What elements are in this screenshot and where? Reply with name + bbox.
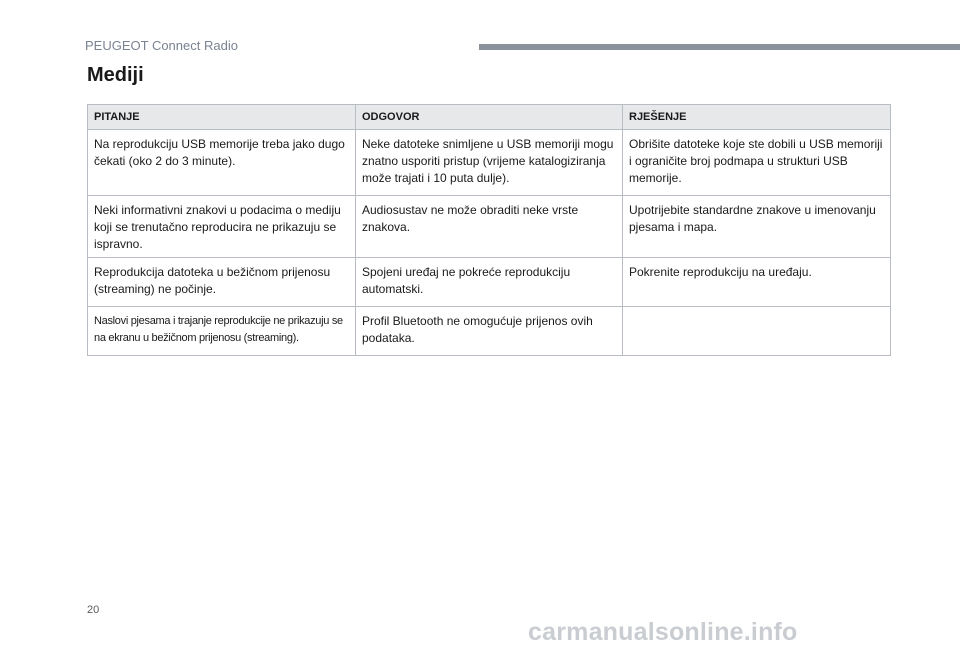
- table-row: [88, 258, 891, 307]
- header-bar: [479, 44, 960, 50]
- column-header-answer: ODGOVOR: [356, 105, 623, 130]
- column-header-question: PITANJE: [88, 105, 356, 130]
- answer-cell: Spojeni uređaj ne pokreće reprodukciju automatski.: [356, 258, 623, 307]
- question-cell: Neki informativni znakovi u podacima o mediju koji se trenutačno reproducira ne prikazuju se ispravno.: [88, 196, 356, 258]
- table-row: [88, 196, 891, 258]
- manual-header-title: PEUGEOT Connect Radio: [85, 38, 238, 53]
- table-row: [88, 307, 891, 356]
- page-number: 20: [87, 604, 100, 616]
- answer-cell: Audiosustav ne može obraditi neke vrste znakova.: [356, 196, 623, 258]
- question-cell: Naslovi pjesama i trajanje reprodukcije ne prikazuju se na ekranu u bežičnom prijenosu (streaming).: [88, 307, 356, 356]
- section-title: Mediji: [87, 64, 144, 86]
- solution-cell: Obrišite datoteke koje ste dobili u USB memoriji i ograničite broj podmapa u strukturi USB memorije.: [623, 130, 891, 196]
- answer-cell: Profil Bluetooth ne omogućuje prijenos ovih podataka.: [356, 307, 623, 356]
- solution-cell: Pokrenite reprodukciju na uređaju.: [623, 258, 891, 307]
- question-cell: Na reprodukciju USB memorije treba jako dugo čekati (oko 2 do 3 minute).: [88, 130, 356, 196]
- faq-table: [87, 104, 891, 356]
- column-header-solution: RJEŠENJE: [623, 105, 891, 130]
- watermark: carmanualsonline.info: [528, 618, 798, 646]
- solution-cell: [623, 307, 891, 356]
- solution-cell: Upotrijebite standardne znakove u imenovanju pjesama i mapa.: [623, 196, 891, 258]
- answer-cell: Neke datoteke snimljene u USB memoriji mogu znatno usporiti pristup (vrijeme katalogiziranja može trajati i 10 puta dulje).: [356, 130, 623, 196]
- table-header-row: [88, 105, 891, 130]
- table-row: [88, 130, 891, 196]
- question-cell: Reprodukcija datoteka u bežičnom prijenosu (streaming) ne počinje.: [88, 258, 356, 307]
